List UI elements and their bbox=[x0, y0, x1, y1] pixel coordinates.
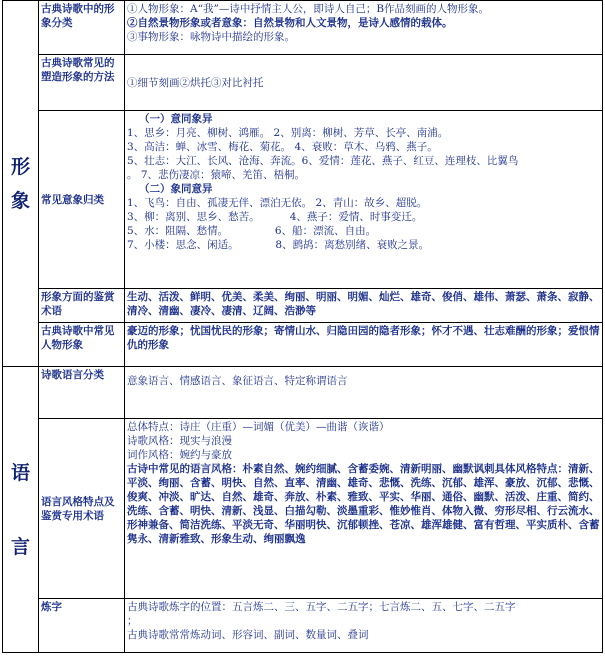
content-line: 古典诗歌炼字的位置：五言炼二、三、五字、二五字；七言炼二、五、七字、二五字 bbox=[127, 601, 516, 613]
category-char: 形 bbox=[10, 155, 30, 178]
category-char: 言 bbox=[10, 535, 30, 558]
content-line: ③事物形象：咏物诗中描绘的形象。 bbox=[127, 31, 295, 43]
content-line: 生动、活泼、鲜明、优美、柔美、绚丽、明丽、明媚、灿烂、雄奇、俊俏、雄伟、萧瑟、萧条、寂静、清冷、清幽、凄冷、凄清、辽阔、浩渺等 bbox=[127, 291, 600, 317]
review-table bbox=[2, 0, 603, 653]
row-label: 诗歌语言分类 bbox=[39, 367, 125, 419]
row-label: 常见意象归类 bbox=[39, 111, 125, 289]
row-label: 古典诗歌中常见人物形象 bbox=[39, 323, 125, 367]
row-content bbox=[125, 419, 603, 599]
content-line: 古典诗歌常常炼动词、形容词、副词、数量词、叠词 bbox=[127, 629, 369, 641]
row-content bbox=[125, 367, 603, 419]
category-image bbox=[3, 1, 39, 367]
content-line: ①人物形象：A“我”—诗中抒情主人公，即诗人自己；B作品刻画的人物形象。 bbox=[127, 3, 490, 15]
row-label: 语言风格特点及鉴赏专用术语 bbox=[39, 419, 125, 599]
row-label: 古典诗歌中的形象分类 bbox=[39, 1, 125, 55]
row-label: 炼字 bbox=[39, 599, 125, 653]
row-language-style bbox=[3, 419, 603, 599]
content-line: 豪迈的形象；忧国忧民的形象；寄情山水、归隐田园的隐者形象；怀才不遇、壮志难酬的形象；爱恨情仇的形象 bbox=[127, 325, 600, 351]
content-line: 总体特点：诗庄（庄重）—词媚（优美）—曲谐（诙谐） bbox=[127, 421, 390, 433]
row-content bbox=[125, 323, 603, 367]
row-appreciation-terms bbox=[3, 289, 603, 323]
row-content bbox=[125, 1, 603, 55]
row-label: 古典诗歌常见的塑造形象的方法 bbox=[39, 55, 125, 111]
row-image-classification bbox=[3, 1, 603, 55]
content-line: 3、柳：离别、思乡、愁苦。 4、燕子：爱情、时事变迁。 bbox=[127, 211, 423, 223]
content-heading: （二）象同意异 bbox=[139, 183, 213, 195]
content-line: 1、飞鸟：自由、孤凄无伴、漂泊无依。 2、青山：故乡、超脱。 bbox=[127, 197, 428, 209]
content-line: 意象语言、情感语言、象征语言、特定称谓语言 bbox=[127, 375, 348, 387]
category-char: 语 bbox=[10, 461, 30, 484]
content-line: 诗歌风格：现实与浪漫 bbox=[127, 435, 232, 447]
content-line: 7、小楼：思念、闲适。 8、鹧鸪：离愁别绪、衰败之景。 bbox=[127, 239, 430, 251]
content-line: ②自然景物形象或者意象：自然景物和人文景物，是诗人感情的载体。 bbox=[127, 17, 453, 29]
content-line: 1、思乡：月亮、柳树、鸿雁。 2、别离：柳树、芳草、长亭、南浦。 bbox=[127, 127, 449, 139]
row-label: 形象方面的鉴赏术语 bbox=[39, 289, 125, 323]
content-line: 5、壮志：大江、长风、沧海、奔流。6、爱情：莲花、燕子、红豆、连理枝、比翼鸟 bbox=[127, 155, 519, 167]
content-heading: （一）意同象异 bbox=[139, 113, 213, 125]
row-content bbox=[125, 289, 603, 323]
content-line: 3、高洁：蝉、冰雪、梅花、菊花。 4、衰败：草木、乌鸦、燕子。 bbox=[127, 141, 438, 153]
row-word-refining bbox=[3, 599, 603, 653]
content-line: 词作风格：婉约与豪放 bbox=[127, 449, 232, 461]
content-line: ①细节刻画②烘托③对比衬托 bbox=[127, 76, 264, 89]
category-language bbox=[3, 367, 39, 653]
content-paragraph: 古诗中常见的语言风格：朴素自然、婉约细腻、含蓄委婉、清新明丽、幽默讽刺具体风格特点：清新、平淡、绚丽、含蓄、明快、自然、直率、清幽、雄奇、悲慨、洗练、沉郁、雄浑、豪放、沉郁、悲慨、俊爽、冲淡、旷达、自然、雄奇、奔放、朴素、雅致、平实、华丽、通俗、幽默、活泼、庄重、简约、洗练、含蓄、明快、清新、浅显、白描勾勒、淡墨重彩、惟妙惟肖、体物入微、穷形尽相、行云流水、形神兼备、简洁洗练、平淡无奇、华丽明快、沉郁顿挫、苍凉、雄浑雄健、富有哲理、平实质朴、含蓄隽永、清新雅致、形象生动、绚丽飘逸 bbox=[127, 463, 600, 545]
category-char: 象 bbox=[10, 189, 30, 212]
content-line: 。 7、悲伤凄凉：猿啼、羌笛、梧桐。 bbox=[127, 169, 306, 181]
row-common-imagery bbox=[3, 111, 603, 289]
row-language-classification bbox=[3, 367, 603, 419]
content-line: ； bbox=[127, 615, 138, 627]
row-content bbox=[125, 111, 603, 289]
row-shaping-methods bbox=[3, 55, 603, 111]
row-character-images bbox=[3, 323, 603, 367]
row-content bbox=[125, 55, 603, 111]
row-content bbox=[125, 599, 603, 653]
content-line: 5、水：阻隔、愁情。 6、船：漂流、自由。 bbox=[127, 225, 377, 237]
